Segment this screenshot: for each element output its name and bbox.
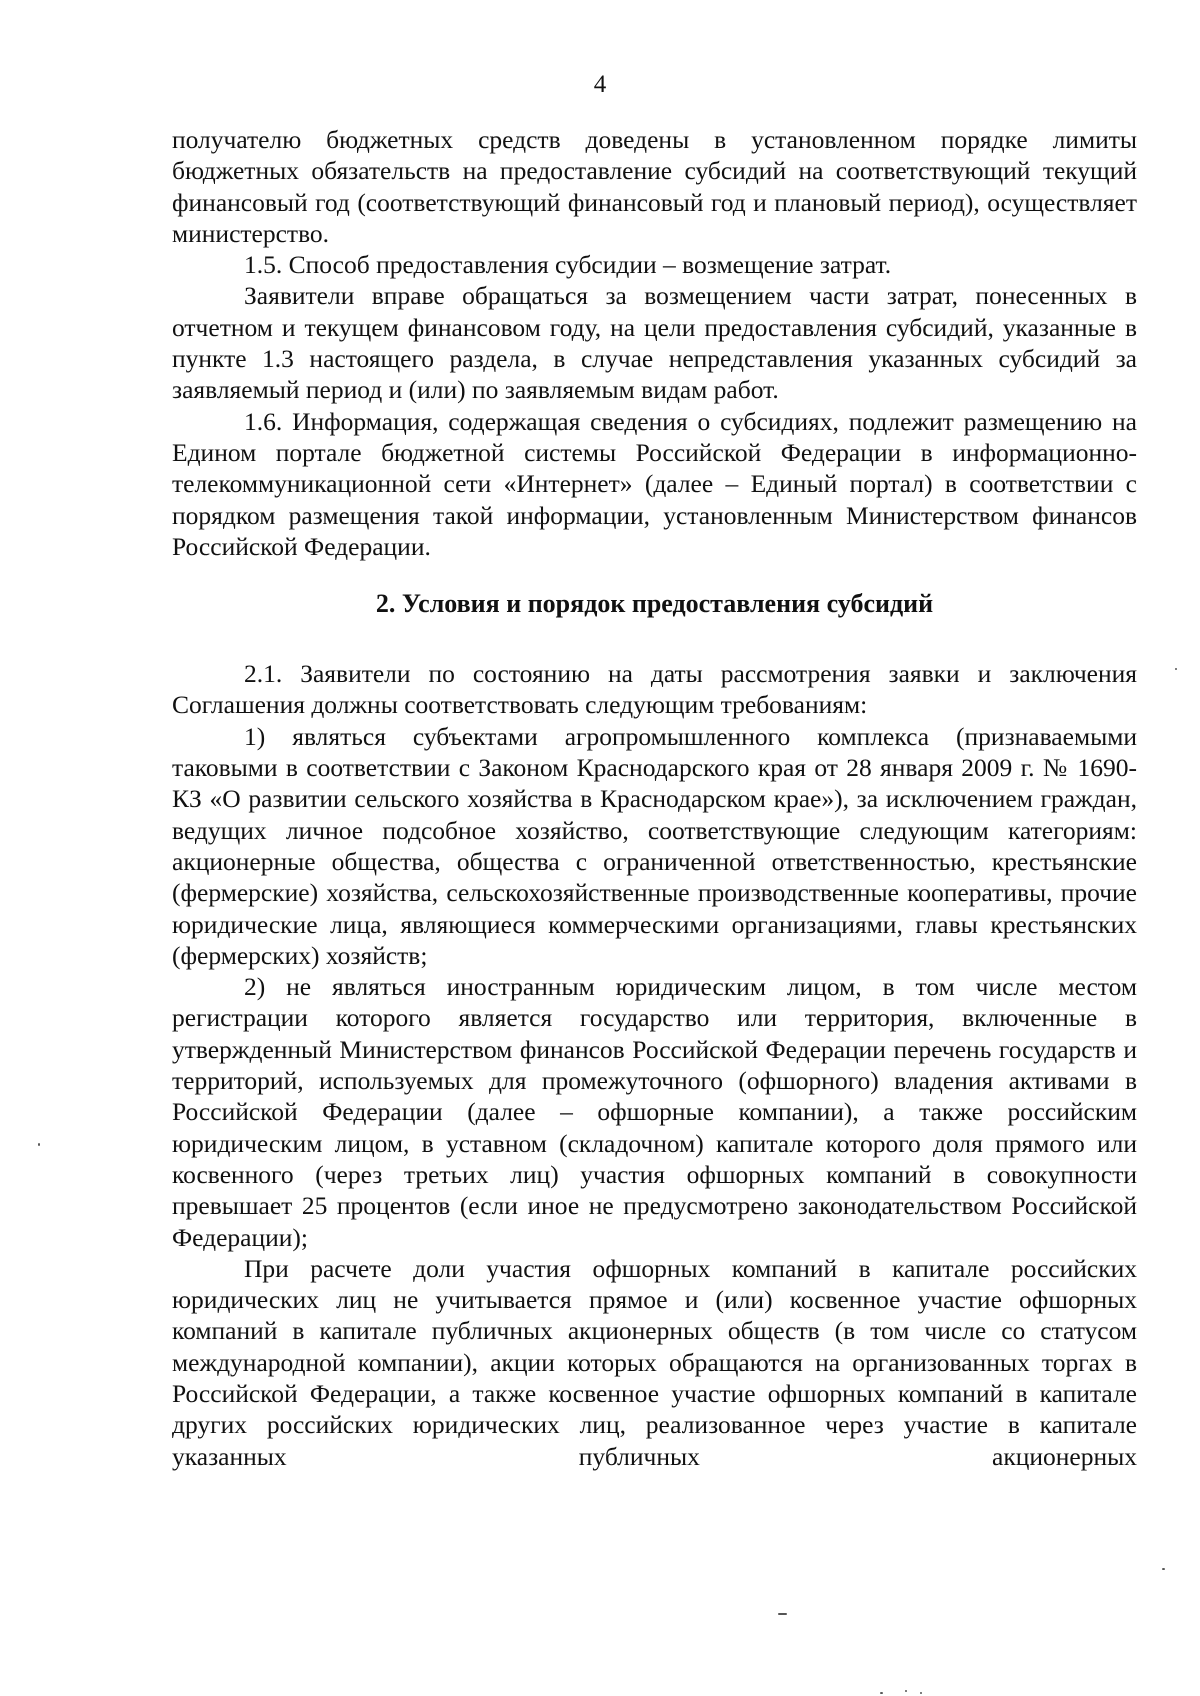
paragraph-clause-1-6: 1.6. Информация, содержащая сведения о субсидиях, подлежит размещению на Едином портале бюджетной системы Российской Федерации в информационно-телекоммуникационной сети «Интернет» (далее – Единый портал) в соответствии с порядком размещения такой информации, установленным Министерством финансов Российской Федерации.: [172, 406, 1137, 561]
document-body: [172, 124, 1137, 1472]
paragraph: Заявители вправе обращаться за возмещением части затрат, понесенных в отчетном и текущем финансовом году, на цели предоставления субсидий, указанные в пункте 1.3 настоящего раздела, в случае непредставления указанных субсидий за заявляемый период и (или) по заявляемым видам работ.: [172, 281, 1137, 405]
paragraph: При расчете доли участия офшорных компаний в капитале российских юридических лиц не учитывается прямое и (или) косвенное участие офшорных компаний в капитале публичных акционерных обществ (в том числе со статусом международной компании), акции которых обращаются на организованных торгах в Российской Федерации, а также косвенное участие офшорных компаний в капитале других российских юридических лиц, реализованное через участие в капитале указанных публичных акционерных: [172, 1253, 1137, 1471]
paragraph-clause-1-5: 1.5. Способ предоставления субсидии – возмещение затрат.: [244, 250, 892, 280]
paragraph-clause-2-1: 2.1. Заявители по состоянию на даты рассмотрения заявки и заключения Соглашения должны соответствовать следующим требованиям:: [172, 659, 1137, 720]
paragraph: получателю бюджетных средств доведены в установленном порядке лимиты бюджетных обязательств на предоставление субсидий на соответствующий текущий финансовый год (соответствующий финансовый год и плановый период), осуществляет министерство.: [172, 125, 1137, 248]
page-number: 4: [593, 71, 607, 98]
list-item-1: 1) являться субъектами агропромышленного комплекса (признаваемыми таковыми в соответствии с Законом Краснодарского края от 28 января 2009 г. № 1690-КЗ «О развитии сельского хозяйства в Краснодарском крае»), за исключением граждан, ведущих личное подсобное хозяйство, соответствующие следующим категориям: акционерные общества, общества с ограниченной ответственностью, крестьянские (фермерские) хозяйства, сельскохозяйственные производственные кооперативы, прочие юридические лица, являющиеся коммерческими организациями, главы крестьянских (фермерских) хозяйств;: [172, 721, 1137, 970]
list-item-2: 2) не являться иностранным юридическим лицом, в том числе местом регистрации которого является государство или территория, включенные в утвержденный Министерством финансов Российской Федерации перечень государств и территорий, используемых для промежуточного (офшорного) владения активами в Российской Федерации (далее – офшорные компании), а также российским юридическим лицом, в уставном (складочном) капитале которого доля прямого или косвенного (через третьих лиц) участия офшорных компаний в совокупности превышает 25 процентов (если иное не предусмотрено законодательством Российской Федерации);: [172, 972, 1137, 1252]
section-heading: 2. Условия и порядок предоставления субсидий: [375, 589, 934, 619]
